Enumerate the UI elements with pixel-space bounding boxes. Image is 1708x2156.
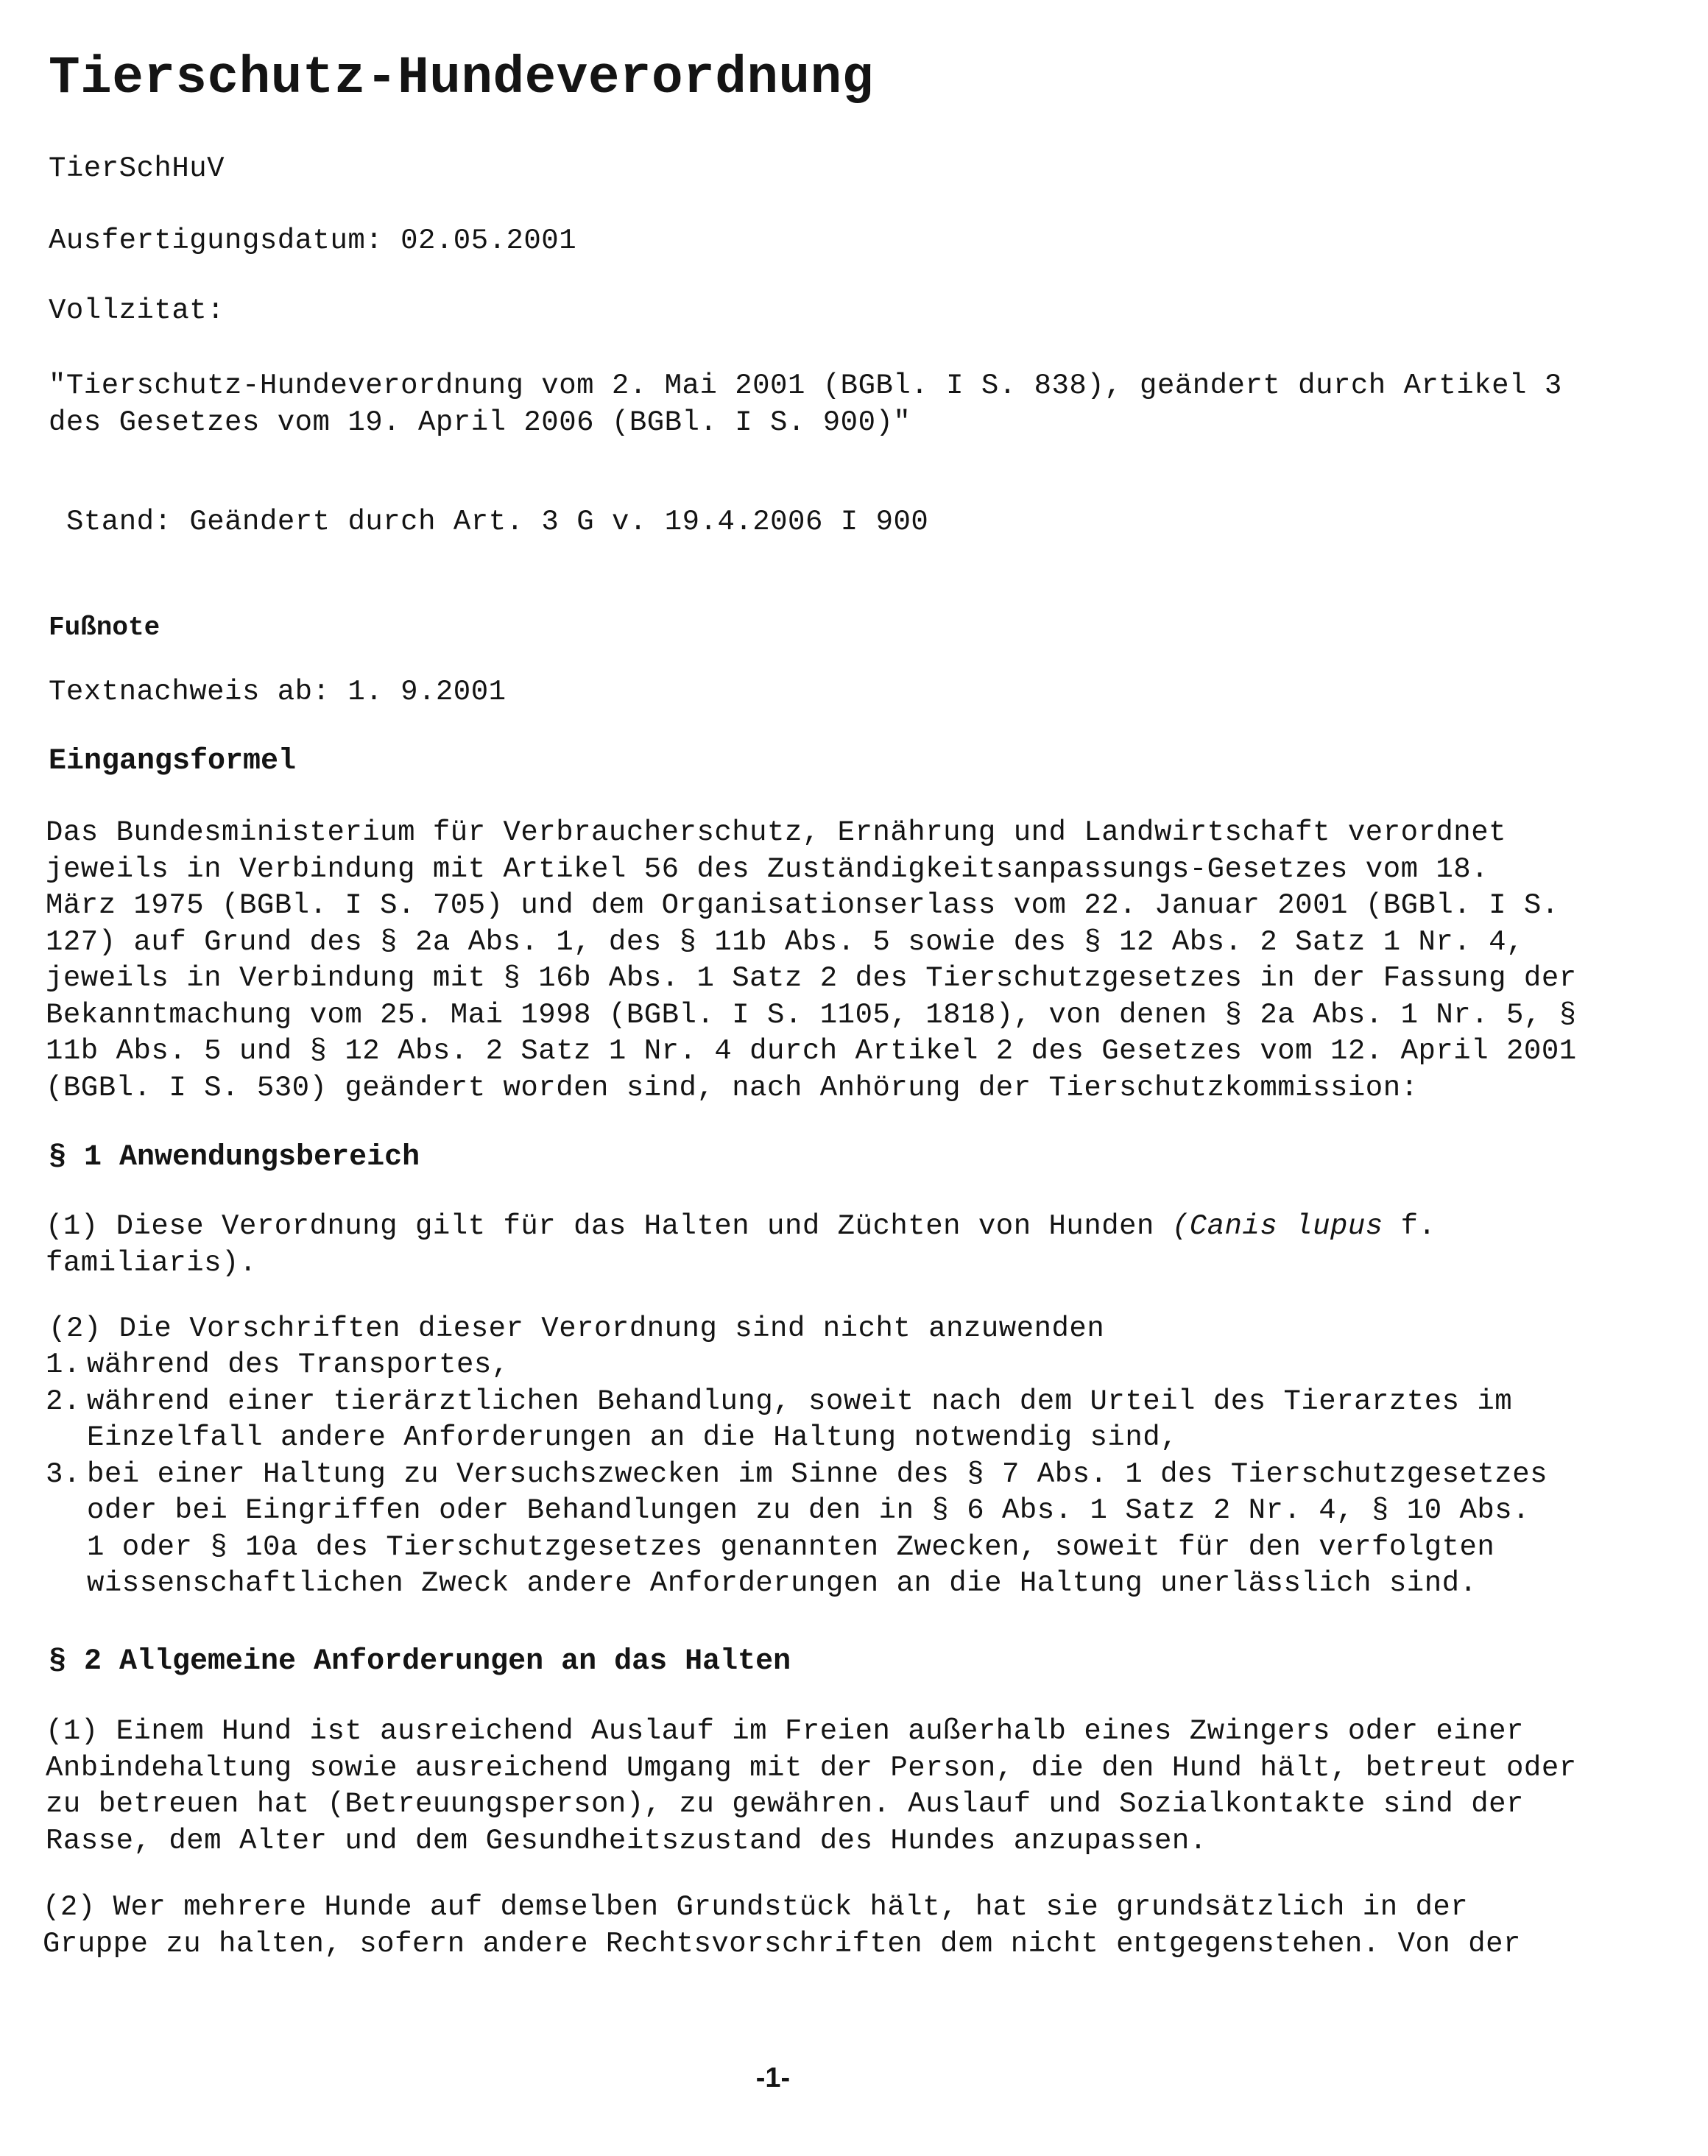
vollzitat-text xyxy=(49,368,1562,441)
list-item-line: 1 oder § 10a des Tierschutzgesetzes genannten Zwecken, soweit für den verfolgten xyxy=(87,1530,1495,1563)
section-2-heading: § 2 Allgemeine Anforderungen an das Halten xyxy=(49,1645,791,1678)
vollzitat-label: Vollzitat: xyxy=(49,294,225,327)
section-1-p1-line: familiaris). xyxy=(46,1246,257,1279)
stand-line: Stand: Geändert durch Art. 3 G v. 19.4.2006 I 900 xyxy=(66,506,929,538)
eingangsformel-line: Das Bundesministerium für Verbraucherschutz, Ernährung und Landwirtschaft verordnet xyxy=(46,816,1507,849)
section-2-p1-line: zu betreuen hat (Betreuungsperson), zu gewähren. Auslauf und Sozialkontakte sind der xyxy=(46,1788,1524,1820)
section-2-paragraph-2 xyxy=(43,1890,1521,1962)
footnote-text: Textnachweis ab: 1. 9.2001 xyxy=(49,676,507,708)
list-item-line: Einzelfall andere Anforderungen an die Haltung notwendig sind, xyxy=(87,1421,1179,1454)
section-1-paragraph-1 xyxy=(46,1209,1436,1282)
section-2-p2-line: (2) Wer mehrere Hunde auf demselben Grundstück hält, hat sie grundsätzlich in der xyxy=(43,1891,1469,1923)
list-item-number: 1. xyxy=(46,1349,81,1381)
section-2-paragraph-1 xyxy=(46,1714,1577,1859)
list-item-number: 2. xyxy=(46,1385,81,1418)
abbreviation: TierSchHuV xyxy=(49,152,225,185)
eingangsformel-line: 11b Abs. 5 und § 12 Abs. 2 Satz 1 Nr. 4 durch Artikel 2 des Gesetzes vom 12. April 2001 xyxy=(46,1035,1577,1067)
eingangsformel-line: jeweils in Verbindung mit § 16b Abs. 1 Satz 2 des Tierschutzgesetzes in der Fassung der xyxy=(46,962,1577,994)
eingangsformel-text xyxy=(46,815,1577,1106)
section-1-paragraph-2-intro: (2) Die Vorschriften dieser Verordnung sind nicht anzuwenden xyxy=(49,1312,1105,1345)
list-item-line: wissenschaftlichen Zweck andere Anforderungen an die Haltung unerlässlich sind. xyxy=(87,1567,1478,1600)
list-item xyxy=(46,1384,1548,1457)
document-title: Tierschutz-Hundeverordnung xyxy=(49,49,874,108)
list-item-line: während des Transportes, xyxy=(87,1349,509,1381)
eingangsformel-line: Bekanntmachung vom 25. Mai 1998 (BGBl. I S. 1105, 1818), von denen § 2a Abs. 1 Nr. 5, § xyxy=(46,998,1577,1031)
section-1-heading: § 1 Anwendungsbereich xyxy=(49,1141,420,1174)
section-1-p1-line xyxy=(46,1209,1436,1245)
eingangsformel-line: (BGBl. I S. 530) geändert worden sind, nach Anhörung der Tierschutzkommission: xyxy=(46,1071,1419,1104)
section-1-list xyxy=(46,1347,1548,1602)
section-2-p2-line: Gruppe zu halten, sofern andere Rechtsvorschriften dem nicht entgegenstehen. Von der xyxy=(43,1927,1521,1960)
section-2-p1-line: Anbindehaltung sowie ausreichend Umgang mit der Person, die den Hund hält, betreut oder xyxy=(46,1751,1577,1784)
section-2-p1-line: (1) Einem Hund ist ausreichend Auslauf im Freien außerhalb eines Zwingers oder einer xyxy=(46,1715,1524,1747)
list-item xyxy=(46,1347,1548,1384)
section-1-p1-text-end: f. xyxy=(1383,1210,1436,1243)
vollzitat-line: "Tierschutz-Hundeverordnung vom 2. Mai 2001 (BGBl. I S. 838), geändert durch Artikel 3 xyxy=(49,370,1562,402)
list-item-number: 3. xyxy=(46,1457,81,1491)
eingangsformel-line: 127) auf Grund des § 2a Abs. 1, des § 11b Abs. 5 sowie des § 12 Abs. 2 Satz 1 Nr. 4, xyxy=(46,925,1524,958)
section-2-p1-line: Rasse, dem Alter und dem Gesundheitszustand des Hundes anzupassen. xyxy=(46,1824,1207,1857)
date-line: Ausfertigungsdatum: 02.05.2001 xyxy=(49,225,577,257)
eingangsformel-heading: Eingangsformel xyxy=(49,745,297,778)
vollzitat-line: des Gesetzes vom 19. April 2006 (BGBl. I S. 900)" xyxy=(49,406,911,439)
page-number: -1- xyxy=(755,2063,791,2093)
latin-name: (Canis lupus xyxy=(1171,1210,1383,1243)
list-item-line: während einer tierärztlichen Behandlung, soweit nach dem Urteil des Tierarztes im xyxy=(87,1385,1513,1418)
list-item-line: bei einer Haltung zu Versuchszwecken im Sinne des § 7 Abs. 1 des Tierschutzgesetzes xyxy=(87,1457,1548,1491)
list-item xyxy=(46,1457,1548,1602)
eingangsformel-line: März 1975 (BGBl. I S. 705) und dem Organisationserlass vom 22. Januar 2001 (BGBl. I S. xyxy=(46,889,1559,922)
list-item-line: oder bei Eingriffen oder Behandlungen zu den in § 6 Abs. 1 Satz 2 Nr. 4, § 10 Abs. xyxy=(87,1494,1531,1527)
footnote-heading: Fußnote xyxy=(49,612,160,643)
eingangsformel-line: jeweils in Verbindung mit Artikel 56 des Zuständigkeitsanpassungs-Gesetzes vom 18. xyxy=(46,852,1489,886)
section-1-p1-text: (1) Diese Verordnung gilt für das Halten und Züchten von Hunden xyxy=(46,1210,1172,1243)
